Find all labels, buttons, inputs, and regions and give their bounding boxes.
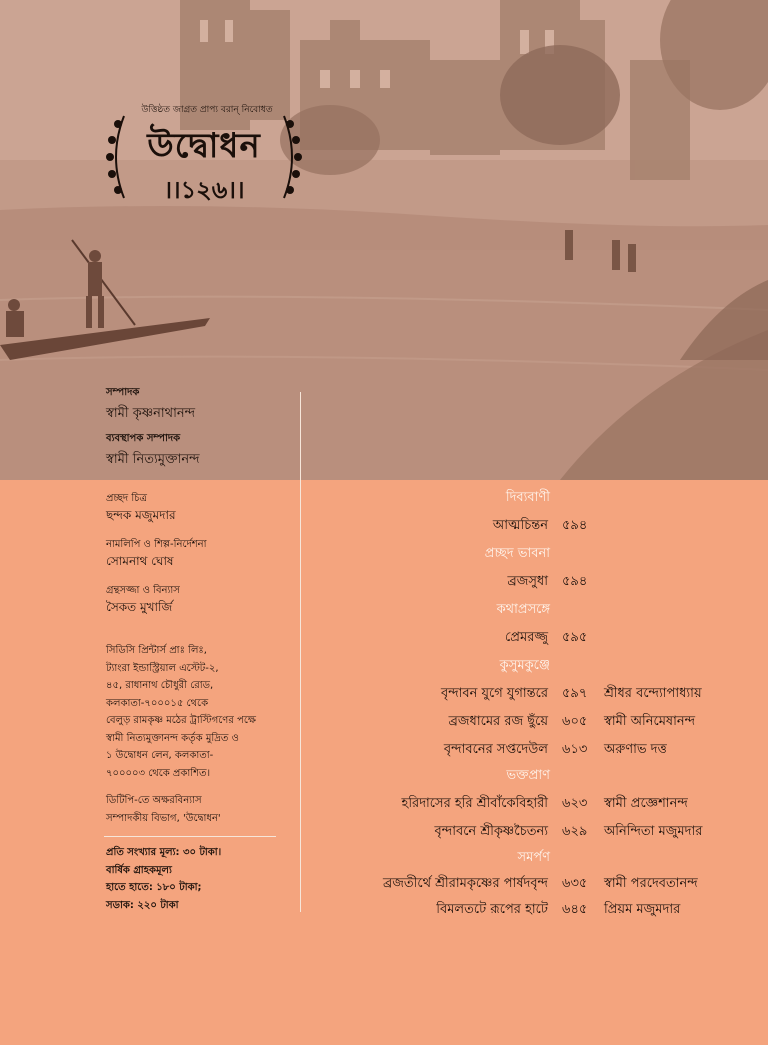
article-title: আত্মচিন্তন (492, 518, 548, 533)
article-title: ব্রজসুধা (507, 574, 548, 589)
author-name: অনিন্দিতা মজুমদার (604, 824, 703, 839)
lettering-block (106, 538, 207, 570)
toc-entry[interactable] (300, 712, 768, 734)
printer-line: কলকাতা-৭০০০১৫ থেকে (106, 697, 209, 709)
dtp-line: সম্পাদকীয় বিভাগ, 'উদ্বোধন' (106, 812, 221, 824)
printer-line: ১ উদ্বোধন লেন, কলকাতা- (106, 750, 214, 761)
dtp-line: ডিটিপি-তে অক্ষরবিন্যাস (106, 795, 202, 806)
author-name: স্বামী পরদেবতানন্দ (604, 876, 698, 891)
page-number: ৬২৩ (562, 796, 588, 811)
page-number: ৬১৩ (562, 742, 588, 757)
printer-line: সিডিসি প্রিন্টার্স প্রাঃ লিঃ, (106, 645, 207, 656)
page-number: ৬৩৫ (562, 876, 588, 891)
page-number: ৫৯৫ (562, 630, 588, 645)
printer-line: ৪৫, রাধানাথ চৌধুরী রোড, (106, 680, 214, 691)
author-name: অরুণাভ দত্ত (604, 742, 667, 757)
author-name: শ্রীধর বন্দ্যোপাধ্যায় (604, 686, 702, 701)
printer-line: ট্যাংরা ইন্ডাস্ট্রিয়াল এস্টেট-২, (106, 662, 219, 674)
toc-entry[interactable] (300, 822, 768, 844)
layout-label: গ্রন্থসজ্জা ও বিন্যাস (106, 585, 180, 596)
article-title: প্রেমরজ্জু (505, 630, 548, 645)
article-title: হরিদাসের হরি শ্রীবাঁকেবিহারী (401, 796, 548, 811)
printer-line: ৭০০০০৩ থেকে প্রকাশিত। (106, 767, 211, 779)
page-number: ৫৯৪ (562, 518, 588, 533)
printer-line: স্বামী নিত্যমুক্তানন্দ কর্তৃক মুদ্রিত ও (106, 732, 239, 744)
toc-entry[interactable] (300, 874, 768, 896)
article-title: বিমলতটে রূপের হাটে (436, 902, 548, 917)
page-number: ৫৯৪ (562, 574, 588, 589)
editor-name: স্বামী কৃষ্ণনাথানন্দ (106, 406, 196, 421)
section-heading: দিব্যবাণী (505, 490, 550, 505)
price-line: হাতে হাতে: ১৮০ টাকা; (106, 882, 202, 893)
lettering-label: নামলিপি ও শিল্প-নির্দেশনা (106, 539, 207, 550)
author-name: স্বামী প্রজ্ঞেশানন্দ (604, 796, 688, 811)
page-number: ৫৯৭ (562, 686, 588, 701)
section-heading: সমর্পণ (517, 850, 550, 865)
section-heading: প্রচ্ছদ ভাবনা (484, 546, 550, 561)
masthead (104, 98, 304, 208)
page-number: ৬২৯ (562, 824, 588, 839)
toc-entry[interactable] (300, 572, 768, 594)
managing-editor-name: স্বামী নিত্যমুক্তানন্দ (106, 452, 200, 467)
managing-editor-label: ব্যবস্থাপক সম্পাদক (106, 433, 181, 444)
article-title: ব্রজধামের রজ ছুঁয়ে (448, 714, 548, 729)
article-title: বৃন্দাবনের সপ্তদেউল (443, 742, 548, 757)
section-heading: কুসুমকুঞ্জে (499, 658, 550, 673)
editor-label: সম্পাদক (106, 387, 140, 398)
toc-entry[interactable] (300, 684, 768, 706)
magazine-name: উদ্বোধন (147, 126, 261, 166)
cover-art-name: ছন্দক মজুমদার (106, 508, 176, 522)
price-divider (104, 836, 276, 837)
toc-entry[interactable] (300, 900, 768, 922)
section-heading: কথাপ্রসঙ্গে (496, 602, 550, 617)
printer-block (106, 642, 256, 782)
price-line: প্রতি সংখ্যার মূল্য: ৩০ টাকা। (106, 847, 222, 858)
article-title: বৃন্দাবন যুগে যুগান্তরে (440, 686, 548, 701)
dtp-block (106, 792, 221, 827)
toc-entry[interactable] (300, 740, 768, 762)
managing-editor-block (106, 432, 200, 469)
layout-block (106, 584, 180, 616)
price-line: সডাক: ২২০ টাকা (106, 899, 179, 911)
price-block (106, 844, 221, 914)
toc-entry[interactable] (300, 628, 768, 650)
article-title: ব্রজতীর্থে শ্রীরামকৃষ্ণের পার্ষদবৃন্দ (383, 876, 548, 891)
section-heading: ভক্তপ্রাণ (506, 768, 550, 783)
editor-block (106, 386, 195, 423)
price-line: বার্ষিক গ্রাহকমূল্য (106, 864, 172, 876)
author-name: স্বামী অনিমেষানন্দ (604, 714, 696, 729)
cover-art-label: প্রচ্ছদ চিত্র (106, 493, 147, 504)
article-title: বৃন্দাবনে শ্রীকৃষ্ণচৈতন্য (434, 824, 548, 839)
cover-art-block (106, 492, 176, 524)
layout-name: সৈকত মুখার্জি (106, 600, 173, 614)
masthead-tagline: উত্তিষ্ঠত জাগ্রত প্রাপ্য বরান্ নিবোধত (141, 105, 273, 115)
toc-entry[interactable] (300, 794, 768, 816)
author-name: প্রিয়ম মজুমদার (604, 902, 681, 917)
page-number: ৬০৫ (562, 714, 588, 729)
printer-line: বেলুড় রামকৃষ্ণ মঠের ট্রাস্টিগণের পক্ষে (106, 715, 256, 726)
toc-entry[interactable] (300, 516, 768, 538)
lettering-name: সোমনাথ ঘোষ (106, 554, 174, 568)
page-number: ৬৪৫ (562, 902, 588, 917)
volume-number: ।।১২৬।। (163, 175, 245, 204)
